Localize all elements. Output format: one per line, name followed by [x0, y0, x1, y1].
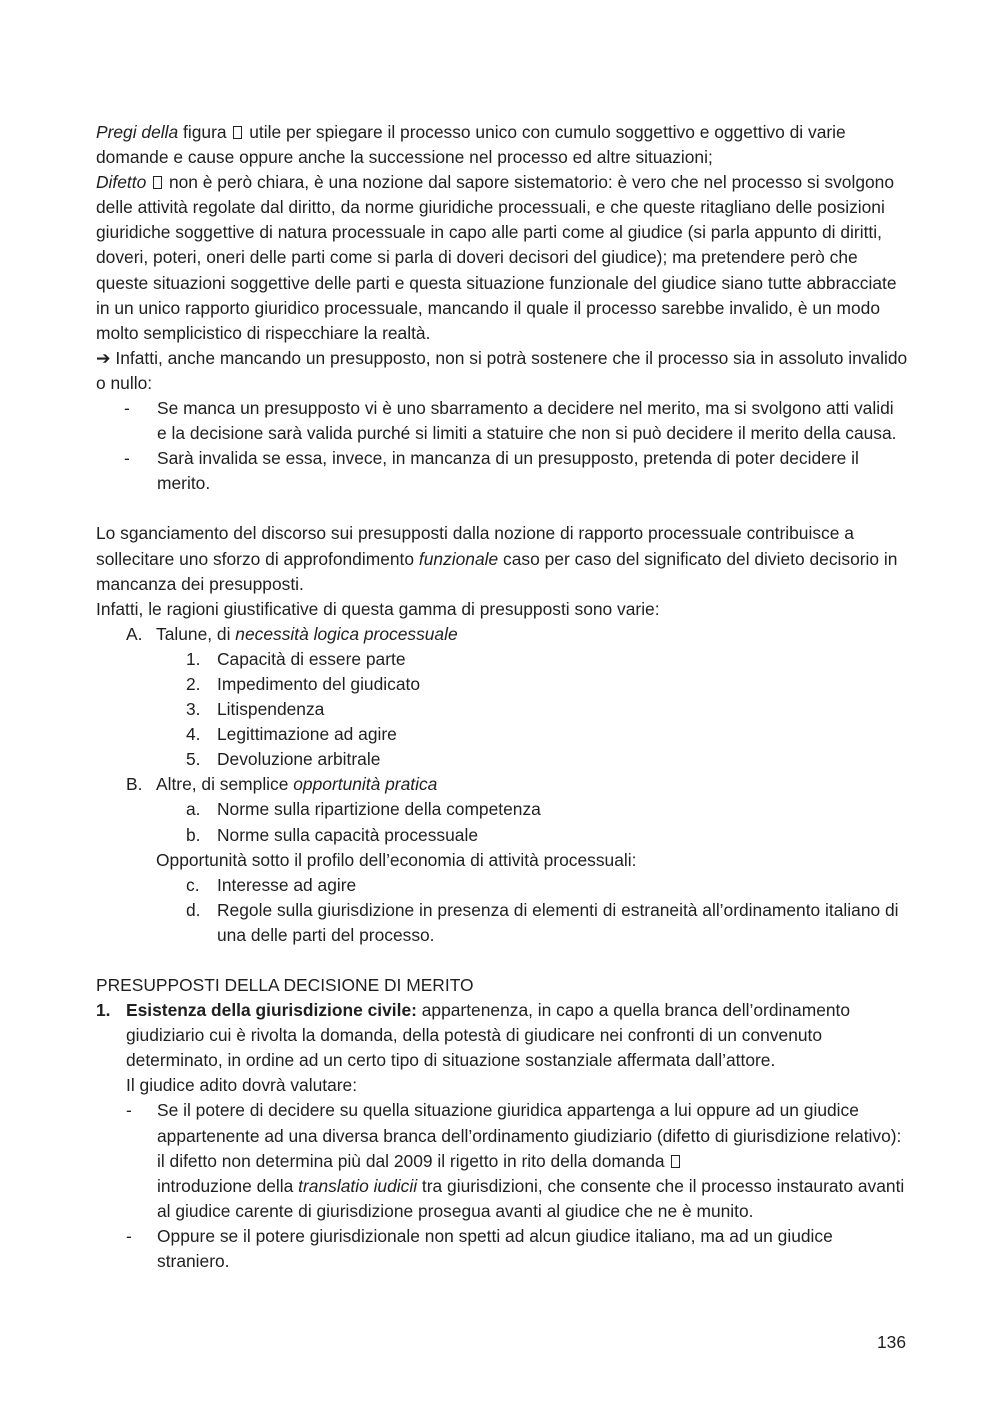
- opportunita-subheading: Opportunità sotto il profilo dell’economia di attività processuali:: [156, 849, 637, 870]
- list-item: - Sarà invalida se essa, invece, in mancanza di un presupposto, pretenda di poter decidere il merito.: [96, 446, 908, 496]
- numbered-item-1: 1. Esistenza della giurisdizione civile: appartenenza, in capo a quella branca dell’ordinamento giudiziario cui è rivolta la domanda, della potestà di giudicare nei confronti di un convenuto determinato, in ordine ad un certo tipo di situazione sostanziale affermata dall’attore.: [96, 1000, 851, 1071]
- list-item: 4. Legittimazione ad agire: [186, 724, 397, 745]
- placeholder-glyph-icon: [233, 126, 242, 139]
- arrow-right-icon: ➔: [96, 347, 111, 368]
- list-item: d. Regole sulla giurisdizione in presenza di elementi di estraneità all’ordinamento italiano di una delle parti del processo.: [186, 899, 899, 945]
- dash-marker: -: [126, 1225, 132, 1246]
- placeholder-glyph-icon: [671, 1155, 680, 1168]
- list-item-B: B. Altre, di semplice opportunità pratica: [126, 774, 438, 795]
- list-item: 2. Impedimento del giudicato: [186, 673, 421, 694]
- list-item-A: A. Talune, di necessità logica processuale: [126, 623, 458, 644]
- sganciamento-paragraph: Lo sganciamento del discorso sui presupposti dalla nozione di rapporto processuale contribuisce a sollecitare uno sforzo di approfondimento funzionale caso per caso del significato del divieto decisorio in mancanza dei presupposti.: [96, 523, 898, 594]
- dash-marker: -: [124, 398, 130, 419]
- list-item: b. Norme sulla capacità processuale: [186, 824, 478, 845]
- dash-marker: -: [124, 448, 130, 469]
- dash-marker: -: [126, 1100, 132, 1121]
- document-page: [96, 120, 908, 1274]
- valutare-line: Il giudice adito dovrà valutare:: [126, 1075, 358, 1096]
- list-item: - Se il potere di decidere su quella situazione giuridica appartenga a lui oppure ad un giudice appartenente ad una diversa branca dell’ordinamento giudiziario (difetto di giurisdizione relativo): il difetto non determina più dal 2009 il rigetto in rito della domanda introduzione della translatio iudicii tra giurisdizioni, che consente che il processo instaurato avanti al giudice carente di giurisdizione prosegua avanti al giudice che ne è munito.: [96, 1098, 908, 1223]
- list-item: - Oppure se il potere giurisdizionale non spetti ad alcun giudice italiano, ma ad un giudice straniero.: [96, 1224, 908, 1274]
- list-item: a. Norme sulla ripartizione della competenza: [186, 799, 541, 820]
- pregi-paragraph: Pregi della figura utile per spiegare il processo unico con cumulo soggettivo e oggettivo di varie domande e cause oppure anche la successione nel processo ed altre situazioni;: [96, 122, 846, 168]
- placeholder-glyph-icon: [153, 176, 162, 189]
- list-item: 1. Capacità di essere parte: [186, 648, 406, 669]
- list-item: - Se manca un presupposto vi è uno sbarramento a decidere nel merito, ma si svolgono atti validi e la decisione sarà valida purché si limiti a statuire che non si può decidere il merito della causa.: [96, 396, 908, 446]
- list-item: 5. Devoluzione arbitrale: [186, 749, 381, 770]
- infatti-paragraph: ➔ Infatti, anche mancando un presupposto, non si potrà sostenere che il processo sia in assoluto invalido o nullo:: [96, 347, 908, 393]
- page-number: 136: [876, 1332, 906, 1352]
- section-heading: PRESUPPOSTI DELLA DECISIONE DI MERITO: [96, 975, 474, 995]
- pregi-label: Pregi della: [96, 122, 179, 142]
- ragioni-paragraph: Infatti, le ragioni giustificative di questa gamma di presupposti sono varie:: [96, 598, 660, 619]
- list-item: 3. Litispendenza: [186, 699, 325, 720]
- difetto-paragraph: Difetto non è però chiara, è una nozione dal sapore sistematorio: è vero che nel processo si svolgono delle attività regolate dal diritto, da norme giuridiche processuali, e che queste ritagliano delle posizioni giuridiche soggettive di natura processuale in capo alle parti come al giudice (si parla appunto di diritti, doveri, poteri, oneri delle parti come si parla di doveri decisori del giudice); ma pretendere però che queste situazioni soggettive delle parti e questa situazione funzionale del giudice siano tutte abbracciate in un unico rapporto giuridico processuale, mancando il quale il processo sarebbe invalido, è un modo molto semplicistico di rispecchiare la realtà.: [96, 172, 897, 343]
- difetto-label: Difetto: [96, 172, 147, 193]
- list-item: c. Interesse ad agire: [186, 874, 357, 895]
